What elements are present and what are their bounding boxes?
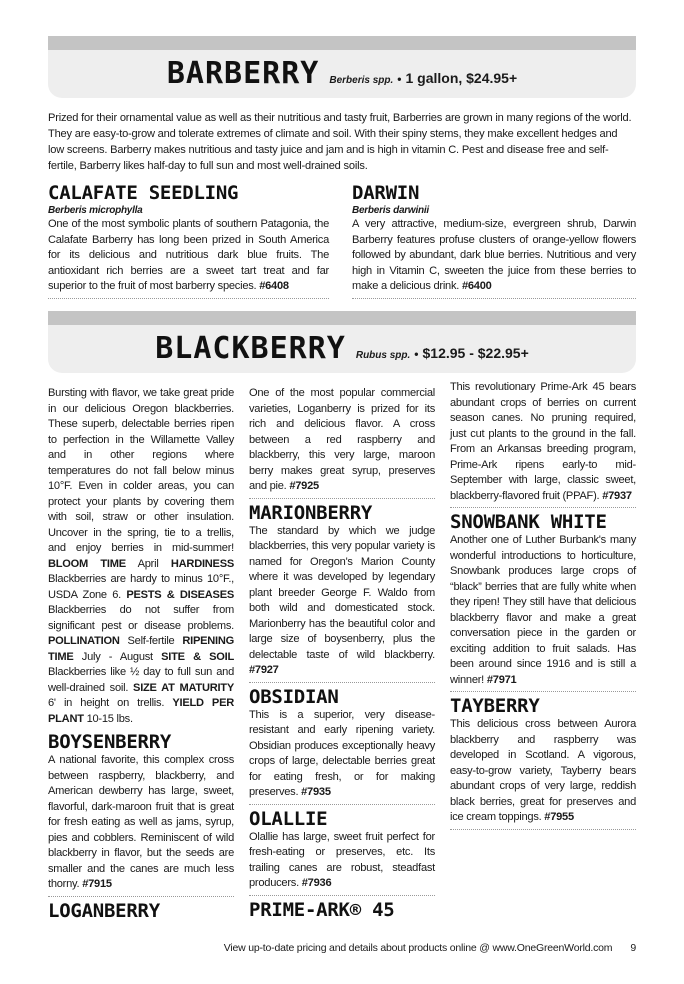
variety-description — [249, 830, 435, 892]
item-number: #7935 — [301, 786, 331, 798]
yield-label: YIELD PER PLANT — [48, 697, 234, 725]
variety-item — [352, 182, 636, 299]
hardiness-label: HARDINESS — [170, 557, 234, 570]
variety-description — [450, 533, 636, 688]
bloom-time-label: BLOOM TIME — [48, 557, 126, 570]
variety-item-continued — [249, 386, 435, 499]
site-soil-label: SITE & SOIL — [161, 650, 234, 663]
variety-latin-name: Berberis microphylla — [48, 205, 143, 216]
variety-text: Olallie has large, sweet fruit perfect for fresh-eating or preserves, etc. Its trailing canes are robust, steadfast producers. — [249, 830, 435, 889]
pests-label: PESTS & DISEASES — [126, 588, 234, 601]
variety-item — [48, 182, 329, 299]
page-footer — [48, 942, 636, 954]
variety-description — [450, 380, 636, 504]
item-number: #7936 — [301, 877, 332, 889]
variety-text: One of the most popular commercial varieties, Loganberry is prized for its rich and delicious flavor. A cross between a red raspberry and blackberry, this very large, maroon berry makes great syrup, preserves and pie. — [249, 387, 435, 492]
item-number: #7925 — [289, 480, 319, 492]
section-title: BLACKBERRY — [155, 331, 346, 366]
pollination-value: Self-fertile — [127, 635, 175, 647]
variety-description — [249, 524, 435, 679]
variety-item-continued — [450, 380, 636, 508]
item-number: #7937 — [602, 489, 632, 502]
item-number: #7971 — [486, 673, 517, 686]
variety-text: One of the most symbolic plants of southern Patagonia, the Calafate Barberry has long been prized in South America for its delicious and nutritious dark blue fruits. The antioxidant rich berries are a sweet tart treat and far superior to the fruit of most barberry species. — [48, 218, 329, 292]
item-number: #7915 — [82, 878, 112, 890]
variety-name: BOYSENBERRY — [48, 731, 172, 753]
variety-text: A very attractive, medium-size, evergreen shrub, Darwin Barberry features profuse clusters of orange-yellow flowers followed by abundant, dark blue berries. Nutritious and very high in Vitamin C, sweeten the juice from these berries to make a delicious drink. — [352, 218, 636, 292]
blackberry-column-3 — [450, 380, 636, 833]
section-latin-name: Berberis spp. — [329, 75, 394, 86]
variety-text: The standard by which we judge blackberries, this very popular variety is named for Oregon's Marion County where it was developed by legendary plant breeder George F. Waldo from both wild and domesticated stock. Marionberry has the beautiful color and large size of boysenberry, plus the delectable taste of wild blackberry. — [249, 524, 435, 661]
variety-latin-name: Berberis darwinii — [352, 205, 429, 216]
variety-name: OLALLIE — [249, 807, 328, 830]
barberry-column-left — [48, 180, 329, 302]
bullet-separator: • — [397, 72, 402, 86]
variety-text: Another one of Luther Burbank's many wonderful introductions to horticulture, Snowbank produces large crops of “black” berries that are fully white when they ripen! They still have that delicious blackberry flavor and make a great conversation piece in the garden or exciting addition to fruit salads. Has been around since 1916 and is still a winner! — [450, 534, 636, 686]
item-number: #7927 — [249, 664, 279, 676]
variety-description — [249, 708, 435, 801]
item-number: #6400 — [461, 280, 492, 292]
yield-value: 10-15 lbs. — [86, 712, 133, 725]
variety-description — [352, 217, 636, 295]
footer-website-text: View up-to-date pricing and details about products online @ www.OneGreenWorld.com — [223, 942, 613, 954]
ripening-label: RIPENING TIME — [48, 635, 234, 663]
pollination-label: POLLINATION — [48, 635, 120, 647]
variety-item — [249, 686, 435, 805]
item-number: #7955 — [544, 811, 574, 823]
variety-item — [450, 511, 636, 692]
size-value: 6' in height on trellis. — [48, 697, 165, 709]
variety-description — [450, 717, 636, 826]
variety-description — [48, 217, 329, 295]
section-price: $12.95 - $22.95+ — [422, 345, 529, 361]
pests-value: Blackberries do not suffer from significant pest or disease problems. — [48, 604, 234, 632]
bullet-separator: • — [414, 347, 419, 361]
blackberry-intro — [48, 386, 234, 727]
variety-name: OBSIDIAN — [249, 685, 339, 708]
variety-text: This revolutionary Prime-Ark 45 bears abundant crops of berries on current season canes. No pruning required, just cut plants to the ground in the fall. From an Arkansas breeding program, Prime-Ark ripens early-to mid-September with large, classic sweet, blackberry-flavored fruit (PPAF). — [450, 381, 636, 502]
variety-item — [249, 502, 435, 683]
section-title: BARBERRY — [166, 56, 320, 91]
variety-name: DARWIN — [352, 182, 420, 204]
variety-item — [249, 899, 435, 921]
variety-name: PRIME-ARK® 45 — [249, 898, 395, 921]
blackberry-column-1 — [48, 386, 234, 922]
hardiness-value: Blackberries are hardy to minus 10°F., USDA Zone 6. — [48, 573, 234, 601]
intro-text: Bursting with flavor, we take great pride in our delicious Oregon blackberries. These superb, delectable berries ripen to perfection in the Willamette Valley and in other regions where temperatures do not fall below minus 10°F. Even in colder areas, you can protect your plants by covering them with soil, straw or other insulation. Uncover in the spring, tie to a trellis, and enjoy berries in mid-summer! — [48, 387, 234, 554]
size-label: SIZE AT MATURITY — [133, 681, 234, 694]
banner-title-row — [48, 325, 636, 366]
variety-description — [249, 386, 435, 495]
variety-description — [48, 753, 234, 893]
variety-text: This delicious cross between Aurora blackberry and raspberry was developed in Scotland. A vigorous, easy-to-grow variety, Tayberry bears abundant crops of very large, reddish black berries, great for preserves and ice cream toppings. — [450, 718, 636, 823]
variety-name: LOGANBERRY — [48, 899, 160, 922]
item-number: #6408 — [259, 280, 289, 292]
variety-item — [249, 808, 435, 896]
site-soil-value: Blackberries like ½ day to full sun and well-drained soil. — [48, 666, 234, 694]
variety-name: TAYBERRY — [450, 695, 540, 717]
section-price: 1 gallon, $24.95+ — [405, 70, 518, 86]
barberry-section-banner — [48, 36, 636, 98]
variety-item — [48, 900, 234, 922]
variety-item — [450, 695, 636, 830]
bloom-time-value: April — [137, 557, 159, 570]
blackberry-column-2 — [249, 386, 435, 921]
variety-name: CALAFATE SEEDLING — [48, 182, 239, 204]
ripening-value: July - August — [81, 650, 153, 663]
banner-bar — [48, 36, 636, 50]
barberry-intro: Prized for their ornamental value as well as their nutritious and tasty fruit, Barberries are grown in many regions of the world. They are easy-to-grow and tolerate extremes of climate and soil. With their spiny stems, they make excellent hedges and low screens. Barberry makes nutritious and tasty juice and jam and is high in vitamin C. Pest and disease free and self-fertile, Barberry likes half-day to full sun and most well-drained soils. — [48, 112, 632, 172]
banner-bar — [48, 311, 636, 325]
variety-text: This is a superior, very disease-resistant and early ripening variety. Obsidian produces exceptionally heavy crops of large, delectable berries great for eating fresh, or for making preserves. — [249, 708, 435, 798]
page-number: 9 — [630, 942, 636, 954]
variety-name: MARIONBERRY — [249, 501, 373, 524]
blackberry-section-banner — [48, 311, 636, 373]
variety-name: SNOWBANK WHITE — [450, 511, 607, 533]
variety-text: A national favorite, this complex cross between raspberry, blackberry, and American dewberry has large, sweet, flavorful, dark-maroon fruit that is great for fresh eating as well as jams, syrup, pies and cobblers. Reminiscent of wild blackberry in flavor, but the seeds are smaller and the canes are much less thorny. — [48, 754, 234, 890]
variety-item — [48, 731, 234, 897]
banner-title-row — [48, 50, 636, 91]
barberry-column-right — [352, 180, 636, 302]
section-latin-name: Rubus spp. — [355, 350, 411, 361]
